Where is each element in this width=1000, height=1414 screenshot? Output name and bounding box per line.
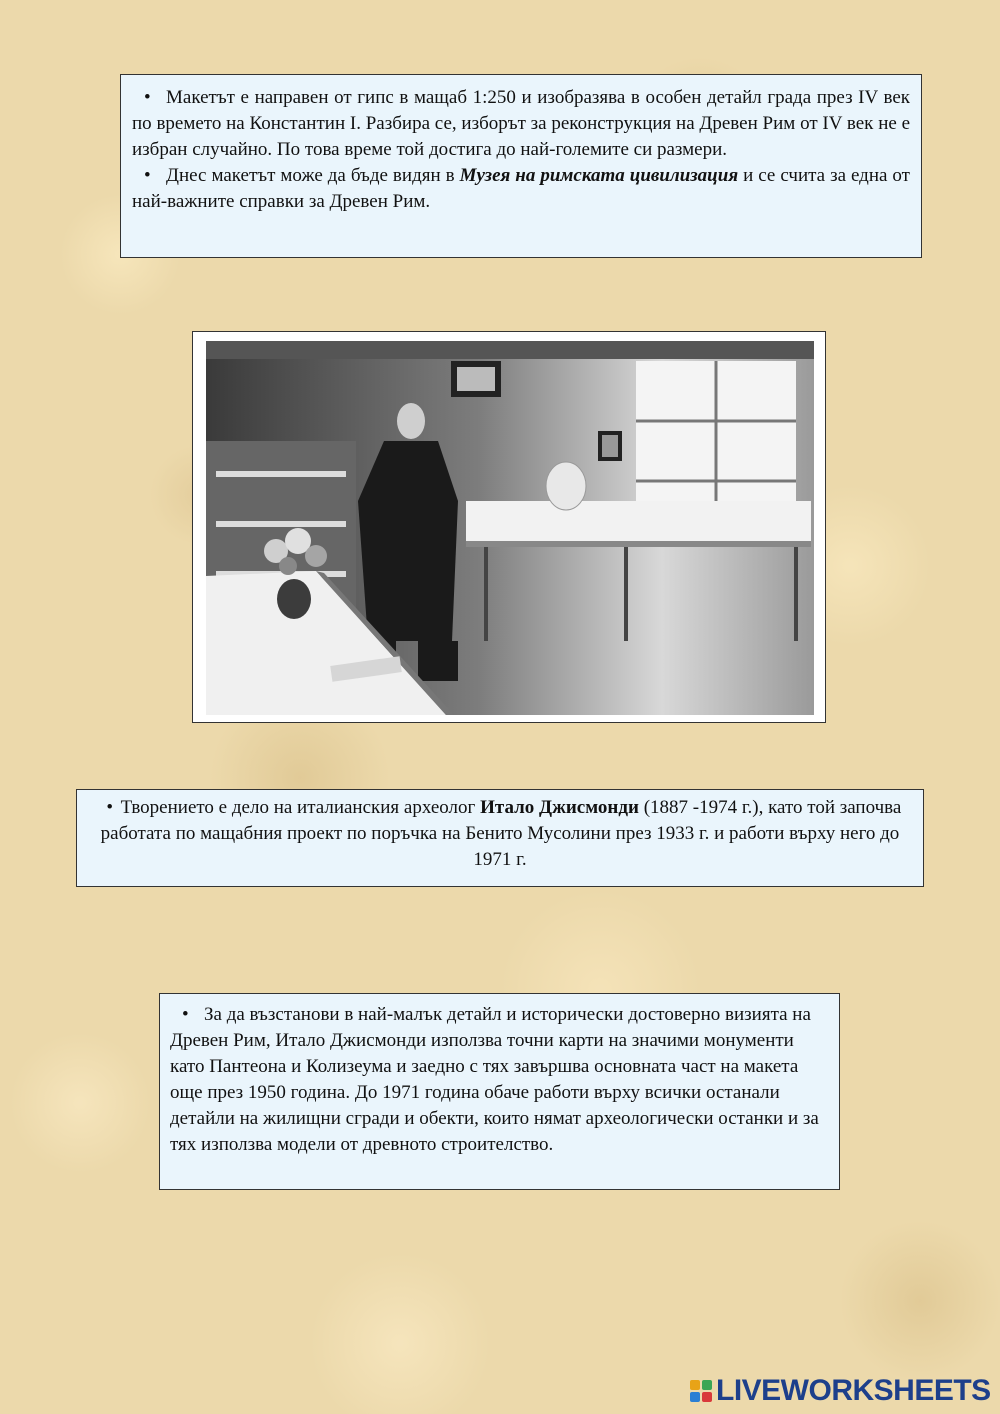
bullet-icon: • bbox=[182, 1004, 189, 1025]
paragraph-method: • За да възстанови в най-малък детайл и исторически достоверно визията на Древен Рим, Итало Джисмонди използва точни карти на значими монументи като Пантеона и Колизеума и заедно с тях завършва основната част на макета още през 1950 година. До 1971 година обаче работи върху всички останали детайли на жилищни сгради и обекти, които нямат археологически останки и за тях използва модели от древното строителство. bbox=[170, 1004, 819, 1155]
bullet-icon: • bbox=[144, 165, 151, 186]
photo-archaeologist-studio bbox=[206, 341, 814, 715]
bullet-icon: • bbox=[144, 87, 151, 108]
author-name: Итало Джисмонди bbox=[480, 797, 639, 818]
info-box-author bbox=[76, 789, 924, 887]
bullet-icon: • bbox=[106, 797, 113, 818]
info-box-model bbox=[120, 74, 922, 258]
logo-mark-icon bbox=[690, 1380, 712, 1402]
logo-text: LIVEWORKSHEETS bbox=[716, 1374, 991, 1407]
liveworksheets-logo bbox=[690, 1376, 991, 1406]
museum-name: Музея на римската цивилизация bbox=[459, 165, 739, 186]
info-box-method bbox=[159, 993, 840, 1190]
historical-photo bbox=[192, 331, 826, 723]
paragraph-author: • Творението е дело на италианския археолог Итало Джисмонди (1887 -1974 г.), като той започва работата по мащабния проект по поръчка на Бенито Мусолини през 1933 г. и работи върху него до 1971 г. bbox=[100, 797, 902, 870]
paragraph-museum: • Днес макетът може да бъде видян в Музея на римската цивилизация и се счита за една от най-важните справки за Древен Рим. bbox=[132, 165, 910, 212]
paragraph-model-description: • Макетът е направен от гипс в мащаб 1:250 и изобразява в особен детайл града през IV век по времето на Константин I. Разбира се, изборът за реконструкция на Древен Рим от IV век не е избран случайно. По това време той достига до най-големите си размери. bbox=[132, 87, 910, 160]
